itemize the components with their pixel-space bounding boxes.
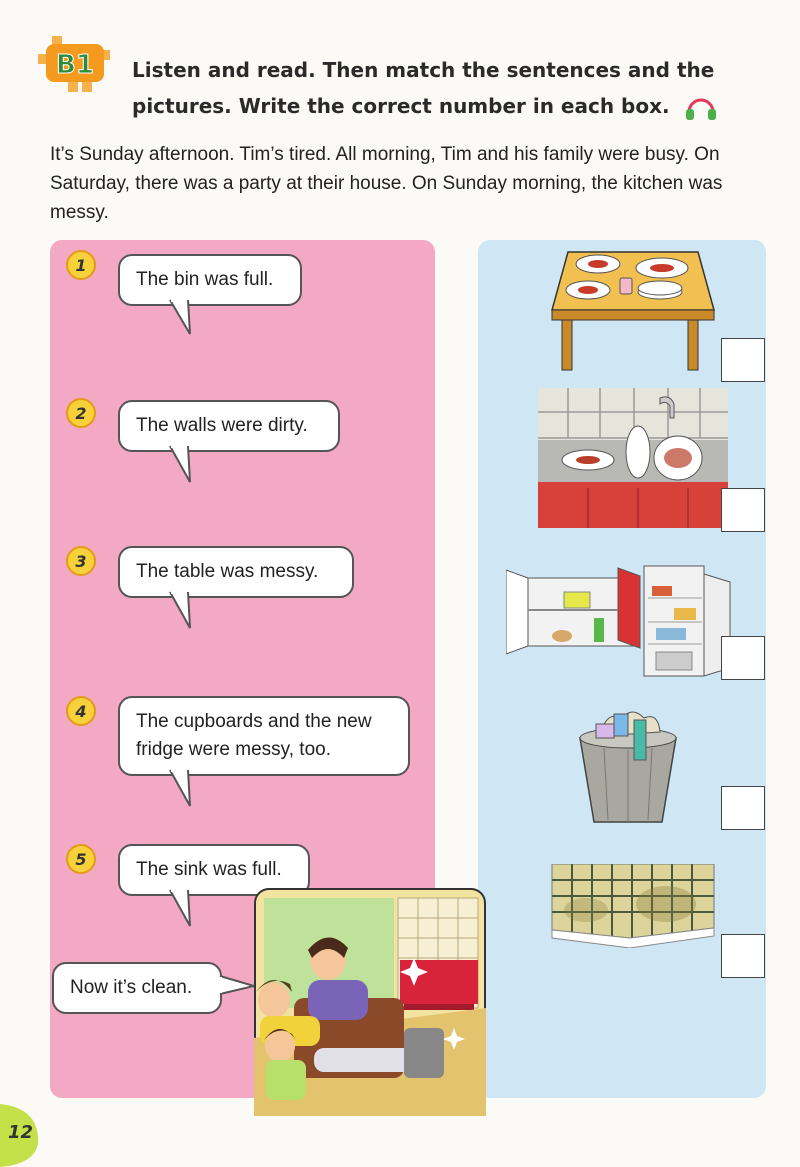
closing-bubble-tail [220, 974, 256, 998]
full-bin-picture [570, 708, 686, 828]
sentence-number-5: 5 [66, 844, 96, 874]
sentence-number-1: 1 [66, 250, 96, 280]
closing-bubble: Now it’s clean. [52, 962, 222, 1014]
bubble-tail-3 [168, 592, 198, 630]
sentence-number-4: 4 [66, 696, 96, 726]
full-sink-picture [538, 388, 728, 528]
answer-box-1[interactable] [721, 338, 765, 382]
speech-bubble-5: The sink was full. [118, 844, 310, 896]
intro-paragraph: It’s Sunday afternoon. Tim’s tired. All morning, Tim and his family were busy. On Saturday, there was a party at their house. On Sunday morning, the kitchen was messy. [50, 144, 723, 223]
section-badge [38, 36, 112, 94]
sentence-number-3: 3 [66, 546, 96, 576]
sentence-number-2: 2 [66, 398, 96, 428]
answer-box-3[interactable] [721, 636, 765, 680]
dirty-wall-picture [546, 864, 720, 948]
messy-cupboard-fridge-picture [506, 564, 734, 682]
speech-bubble-3: The table was messy. [118, 546, 354, 598]
speech-bubble-1: The bin was full. [118, 254, 302, 306]
bubble-tail-2 [168, 446, 198, 484]
answer-box-5[interactable] [721, 934, 765, 978]
bubble-tail-4 [168, 770, 198, 808]
family-clean-kitchen-illustration [254, 888, 486, 1116]
bubble-tail-5 [168, 890, 198, 928]
page-number: 12 [8, 1122, 34, 1143]
headphones-icon [683, 94, 719, 122]
speech-bubble-4: The cupboards and the new fridge were messy, too. [118, 696, 410, 776]
bubble-tail-1 [168, 300, 198, 336]
badge-label: B1 [56, 50, 94, 80]
answer-box-2[interactable] [721, 488, 765, 532]
speech-bubble-2: The walls were dirty. [118, 400, 340, 452]
instruction-label: Listen and read. Then match the sentences and the pictures. Write the correct number in each box. [132, 58, 715, 118]
messy-table-picture [548, 250, 718, 372]
instruction-text [132, 52, 732, 124]
answer-box-4[interactable] [721, 786, 765, 830]
